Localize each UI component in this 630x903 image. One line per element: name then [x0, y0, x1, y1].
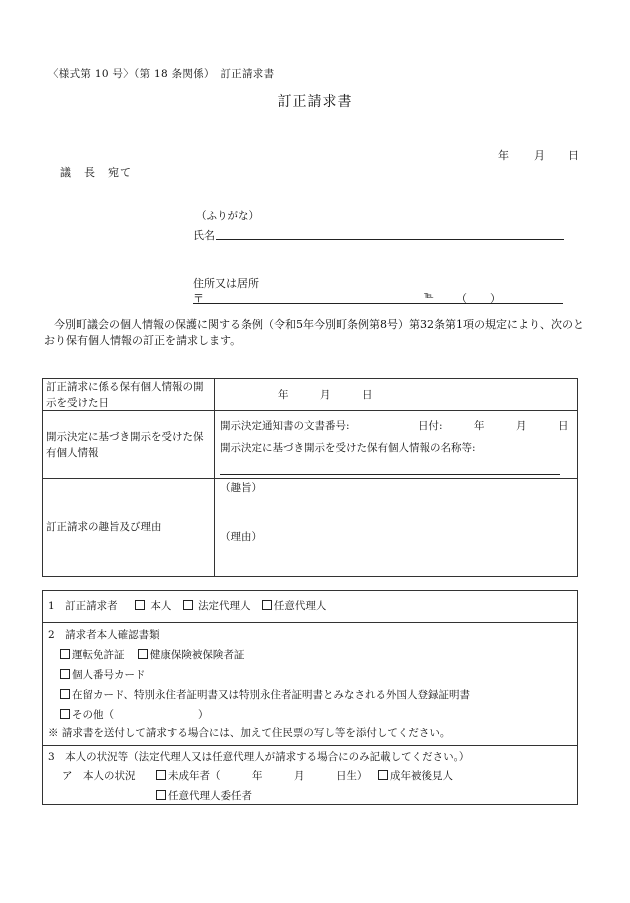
notice-date-value[interactable]: 年 月 日	[474, 420, 569, 432]
option-other-doc[interactable]: その他（ ）	[60, 707, 209, 723]
postal-mark: 〒	[193, 292, 204, 305]
section2-label: 2 請求者本人確認書類	[48, 629, 160, 641]
option-residence-card[interactable]: 在留カード、特別永住者証明書又は特別永住者証明書とみなされる外国人登録証明書	[60, 687, 470, 703]
option-health-insurance[interactable]: 健康保険被保険者証	[138, 649, 245, 661]
row1-date-value[interactable]: 年 月 日	[278, 389, 373, 401]
option-minor[interactable]: 未成年者（ 年 月 日生）	[156, 768, 368, 784]
row1-label: 訂正請求に係る保有個人情報の開示を受けた日	[46, 381, 204, 409]
table-row-divider	[42, 622, 577, 623]
date-month: 月	[534, 149, 545, 162]
checkbox[interactable]	[156, 790, 166, 800]
checkbox[interactable]	[378, 770, 388, 780]
option-delegator[interactable]: 任意代理人委任者	[156, 788, 252, 804]
notice-number-label: 開示決定通知書の文書番号:	[220, 420, 350, 432]
checkbox[interactable]	[135, 600, 145, 610]
checkbox[interactable]	[183, 600, 193, 610]
option-mynumber-card[interactable]: 個人番号カード	[60, 667, 146, 683]
notice-date-label: 日付:	[418, 420, 443, 432]
section1-row	[48, 598, 326, 614]
checkbox[interactable]	[262, 600, 272, 610]
form-header-label: 〈様式第 10 号〉（第 18 条関係） 訂正請求書	[48, 68, 275, 80]
checkbox[interactable]	[60, 689, 70, 699]
section3-label: 3 本人の状況等（法定代理人又は任意代理人が請求する場合にのみ記載してください。）	[48, 751, 470, 763]
option-legal-agent[interactable]: 法定代理人	[183, 600, 251, 612]
checkbox[interactable]	[60, 669, 70, 679]
info-name-label: 開示決定に基づき開示を受けた保有個人情報の名称等:	[220, 442, 476, 454]
reason-label: （理由）	[220, 531, 262, 543]
table-row-divider	[42, 745, 577, 746]
request-statement: 今別町議会の個人情報の保護に関する条例（令和5年今別町条例第8号）第32条第1項の規定により、次のとおり保有個人情報の訂正を請求します。	[44, 318, 584, 347]
table-divider	[214, 378, 215, 576]
tel-label: ℡	[424, 291, 434, 301]
page-title: 訂正請求書	[277, 94, 353, 110]
address-label: 住所又は居所	[193, 277, 259, 290]
option-adult-guardian[interactable]: 成年被後見人	[378, 768, 453, 784]
tel-paren-close: ）	[490, 292, 501, 305]
name-label: 氏名	[193, 229, 215, 242]
option-voluntary-agent[interactable]: 任意代理人	[262, 600, 327, 612]
furigana-label: （ふりがな）	[196, 210, 259, 222]
id-docs-row1	[60, 647, 244, 663]
row3-label: 訂正請求の趣旨及び理由	[46, 521, 162, 533]
option-self[interactable]: 本人	[135, 600, 171, 612]
option-drivers-license[interactable]: 運転免許証	[60, 649, 125, 661]
table-row-divider	[42, 478, 577, 479]
section3-sub-label: ア 本人の状況	[62, 770, 136, 782]
info-name-field[interactable]	[220, 474, 560, 475]
section1-label: 1 訂正請求者	[48, 600, 118, 612]
checkbox[interactable]	[156, 770, 166, 780]
address-field[interactable]	[193, 303, 563, 304]
mailing-note: ※ 請求書を送付して請求する場合には、加えて住民票の写し等を添付してください。	[48, 727, 451, 739]
name-field[interactable]	[216, 239, 564, 240]
checkbox[interactable]	[138, 649, 148, 659]
checkbox[interactable]	[60, 649, 70, 659]
date-day: 日	[568, 149, 579, 162]
checkbox[interactable]	[60, 709, 70, 719]
tel-paren-open: （	[456, 292, 467, 305]
row2-label: 開示決定に基づき開示を受けた保有個人情報	[46, 431, 204, 459]
date-year: 年	[498, 149, 509, 162]
addressee: 議 長 宛て	[60, 166, 132, 179]
purpose-label: （趣旨）	[220, 482, 262, 494]
